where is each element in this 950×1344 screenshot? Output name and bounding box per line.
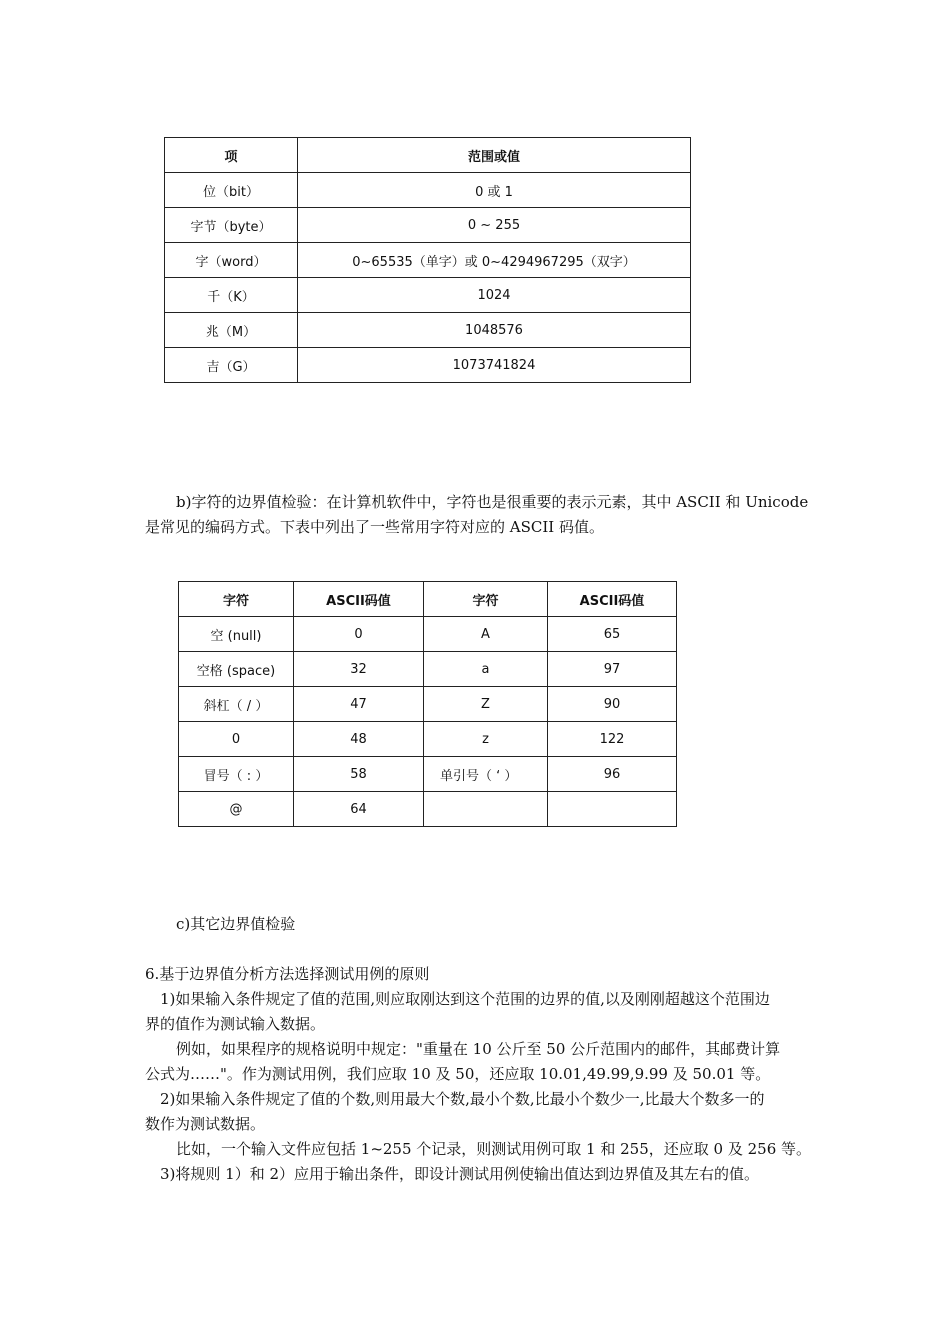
ascii-cell: 97 xyxy=(548,652,677,687)
unit-value: 0 或 1 xyxy=(298,173,691,208)
char-cell: 冒号（ : ） xyxy=(179,757,294,792)
ascii-cell: 122 xyxy=(548,722,677,757)
table-header-row xyxy=(165,138,691,173)
char-cell: a xyxy=(424,652,548,687)
char-cell: @ xyxy=(179,792,294,827)
header-char: 字符 xyxy=(179,582,294,617)
example1-line2: 公式为……"。作为测试用例，我们应取 10 及 50，还应取 10.01,49.99,9.99 及 50.01 等。 xyxy=(145,1065,771,1083)
char-cell: 空 (null) xyxy=(179,617,294,652)
unit-name: 兆（M） xyxy=(165,313,298,348)
ascii-table xyxy=(178,581,677,827)
table-row xyxy=(165,313,691,348)
ascii-cell xyxy=(548,792,677,827)
table-header-row xyxy=(179,582,677,617)
unit-name: 吉（G） xyxy=(165,348,298,383)
ascii-cell: 96 xyxy=(548,757,677,792)
ascii-cell: 0 xyxy=(294,617,424,652)
unit-name: 千（K） xyxy=(165,278,298,313)
char-cell: z xyxy=(424,722,548,757)
rule2-line1: 2)如果输入条件规定了值的个数,则用最大个数,最小个数,比最小个数少一,比最大个数多一的 xyxy=(160,1090,765,1108)
ascii-cell: 64 xyxy=(294,792,424,827)
unit-value: 0 ~ 255 xyxy=(298,208,691,243)
table-row xyxy=(179,652,677,687)
table-row xyxy=(179,687,677,722)
ascii-cell: 47 xyxy=(294,687,424,722)
header-ascii: ASCII码值 xyxy=(294,582,424,617)
header-range: 范围或值 xyxy=(298,138,691,173)
table-row xyxy=(179,757,677,792)
table-row xyxy=(179,792,677,827)
ascii-cell: 65 xyxy=(548,617,677,652)
rule1-line1: 1)如果输入条件规定了值的范围,则应取刚达到这个范围的边界的值,以及刚刚超越这个范围边 xyxy=(160,990,770,1008)
table-row xyxy=(165,173,691,208)
char-cell: 空格 (space) xyxy=(179,652,294,687)
unit-name: 字节（byte） xyxy=(165,208,298,243)
header-item: 项 xyxy=(165,138,298,173)
rule1-line2: 界的值作为测试输入数据。 xyxy=(145,1015,326,1033)
table-row xyxy=(179,617,677,652)
table-row xyxy=(179,722,677,757)
ascii-cell: 90 xyxy=(548,687,677,722)
header-ascii: ASCII码值 xyxy=(548,582,677,617)
units-table xyxy=(164,137,691,383)
unit-value: 1024 xyxy=(298,278,691,313)
unit-value: 1073741824 xyxy=(298,348,691,383)
example1-line1: 例如，如果程序的规格说明中规定："重量在 10 公斤至 50 公斤范围内的邮件，其邮费计算 xyxy=(176,1040,781,1058)
rule2-line2: 数作为测试数据。 xyxy=(145,1115,266,1133)
table-row xyxy=(165,243,691,278)
ascii-cell: 32 xyxy=(294,652,424,687)
char-cell: 斜杠（ / ） xyxy=(179,687,294,722)
table-row xyxy=(165,278,691,313)
ascii-cell: 58 xyxy=(294,757,424,792)
example2-line1: 比如，一个输入文件应包括 1~255 个记录，则测试用例可取 1 和 255，还应取 0 及 256 等。 xyxy=(176,1140,812,1158)
table-row xyxy=(165,348,691,383)
table-row xyxy=(165,208,691,243)
para-b-line2: 是常见的编码方式。下表中列出了一些常用字符对应的 ASCII 码值。 xyxy=(145,518,604,536)
header-char: 字符 xyxy=(424,582,548,617)
char-cell: 单引号（ ‘ ） xyxy=(424,757,548,792)
char-cell: A xyxy=(424,617,548,652)
char-cell: Z xyxy=(424,687,548,722)
unit-value: 1048576 xyxy=(298,313,691,348)
unit-name: 位（bit） xyxy=(165,173,298,208)
unit-value: 0~65535（单字）或 0~4294967295（双字） xyxy=(298,243,691,278)
char-cell xyxy=(424,792,548,827)
char-cell: 0 xyxy=(179,722,294,757)
section-title: 6.基于边界值分析方法选择测试用例的原则 xyxy=(145,965,430,983)
ascii-cell: 48 xyxy=(294,722,424,757)
unit-name: 字（word） xyxy=(165,243,298,278)
para-c: c)其它边界值检验 xyxy=(176,915,296,933)
para-b-line1: b)字符的边界值检验：在计算机软件中，字符也是很重要的表示元素，其中 ASCII 和 Unicode xyxy=(176,493,809,511)
rule3-line1: 3)将规则 1）和 2）应用于输出条件，即设计测试用例使输出值达到边界值及其左右的值。 xyxy=(160,1165,760,1183)
